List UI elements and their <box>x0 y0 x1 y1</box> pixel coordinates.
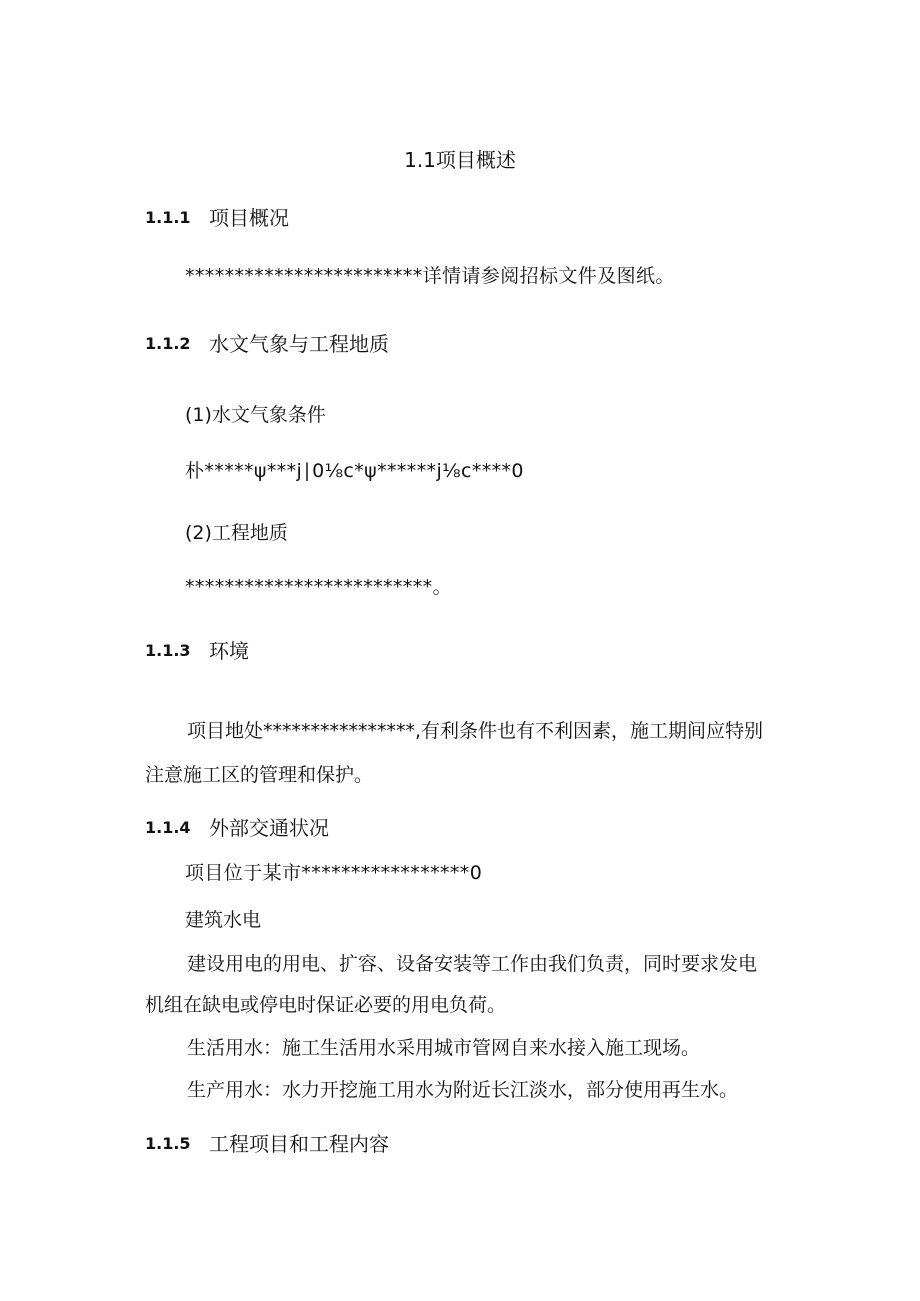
production-water-text: 生产用水：水力开挖施工用水为附近长江淡水，部分使用再生水。 <box>187 1079 739 1101</box>
section-heading-1-1-1 <box>145 208 289 228</box>
section-number: 1.1.3 <box>145 641 191 660</box>
power-text-line-2: 机组在缺电或停电时保证必要的用电负荷。 <box>145 994 507 1016</box>
section-title: 环境 <box>209 639 249 663</box>
domestic-water-text: 生活用水：施工生活用水采用城市管网自来水接入施工现场。 <box>187 1037 701 1059</box>
environment-text-line-2: 注意施工区的管理和保护。 <box>145 764 374 786</box>
utilities-subheading: 建筑水电 <box>185 909 262 931</box>
section-number: 1.1.2 <box>145 334 191 353</box>
section-number: 1.1.4 <box>145 818 191 837</box>
section-heading-1-1-3 <box>145 641 249 661</box>
document-title: 1.1项目概述 <box>404 148 516 172</box>
section-title: 工程项目和工程内容 <box>209 1132 389 1156</box>
hydrology-text: 朴*****ψ***j∣0⅛c*ψ******j⅛c****0 <box>185 460 524 482</box>
section-heading-1-1-2 <box>145 334 389 354</box>
section-title: 水文气象与工程地质 <box>209 332 389 356</box>
section-title: 外部交通状况 <box>209 816 329 840</box>
section-heading-1-1-4 <box>145 818 329 838</box>
geology-text: *************************。 <box>185 576 452 598</box>
hydrology-label: (1)水文气象条件 <box>185 404 326 426</box>
section-heading-1-1-5 <box>145 1134 389 1154</box>
traffic-text: 项目位于某市*****************0 <box>185 862 483 884</box>
environment-text-line-1: 项目地处****************,有利条件也有不利因素，施工期间应特别 <box>187 720 764 742</box>
section-number: 1.1.1 <box>145 208 191 227</box>
project-overview-text: ************************详情请参阅招标文件及图纸。 <box>185 265 675 287</box>
section-title: 项目概况 <box>209 206 289 230</box>
section-number: 1.1.5 <box>145 1134 191 1153</box>
power-text-line-1: 建设用电的用电、扩容、设备安装等工作由我们负责，同时要求发电 <box>187 953 758 975</box>
geology-label: (2)工程地质 <box>185 522 288 544</box>
